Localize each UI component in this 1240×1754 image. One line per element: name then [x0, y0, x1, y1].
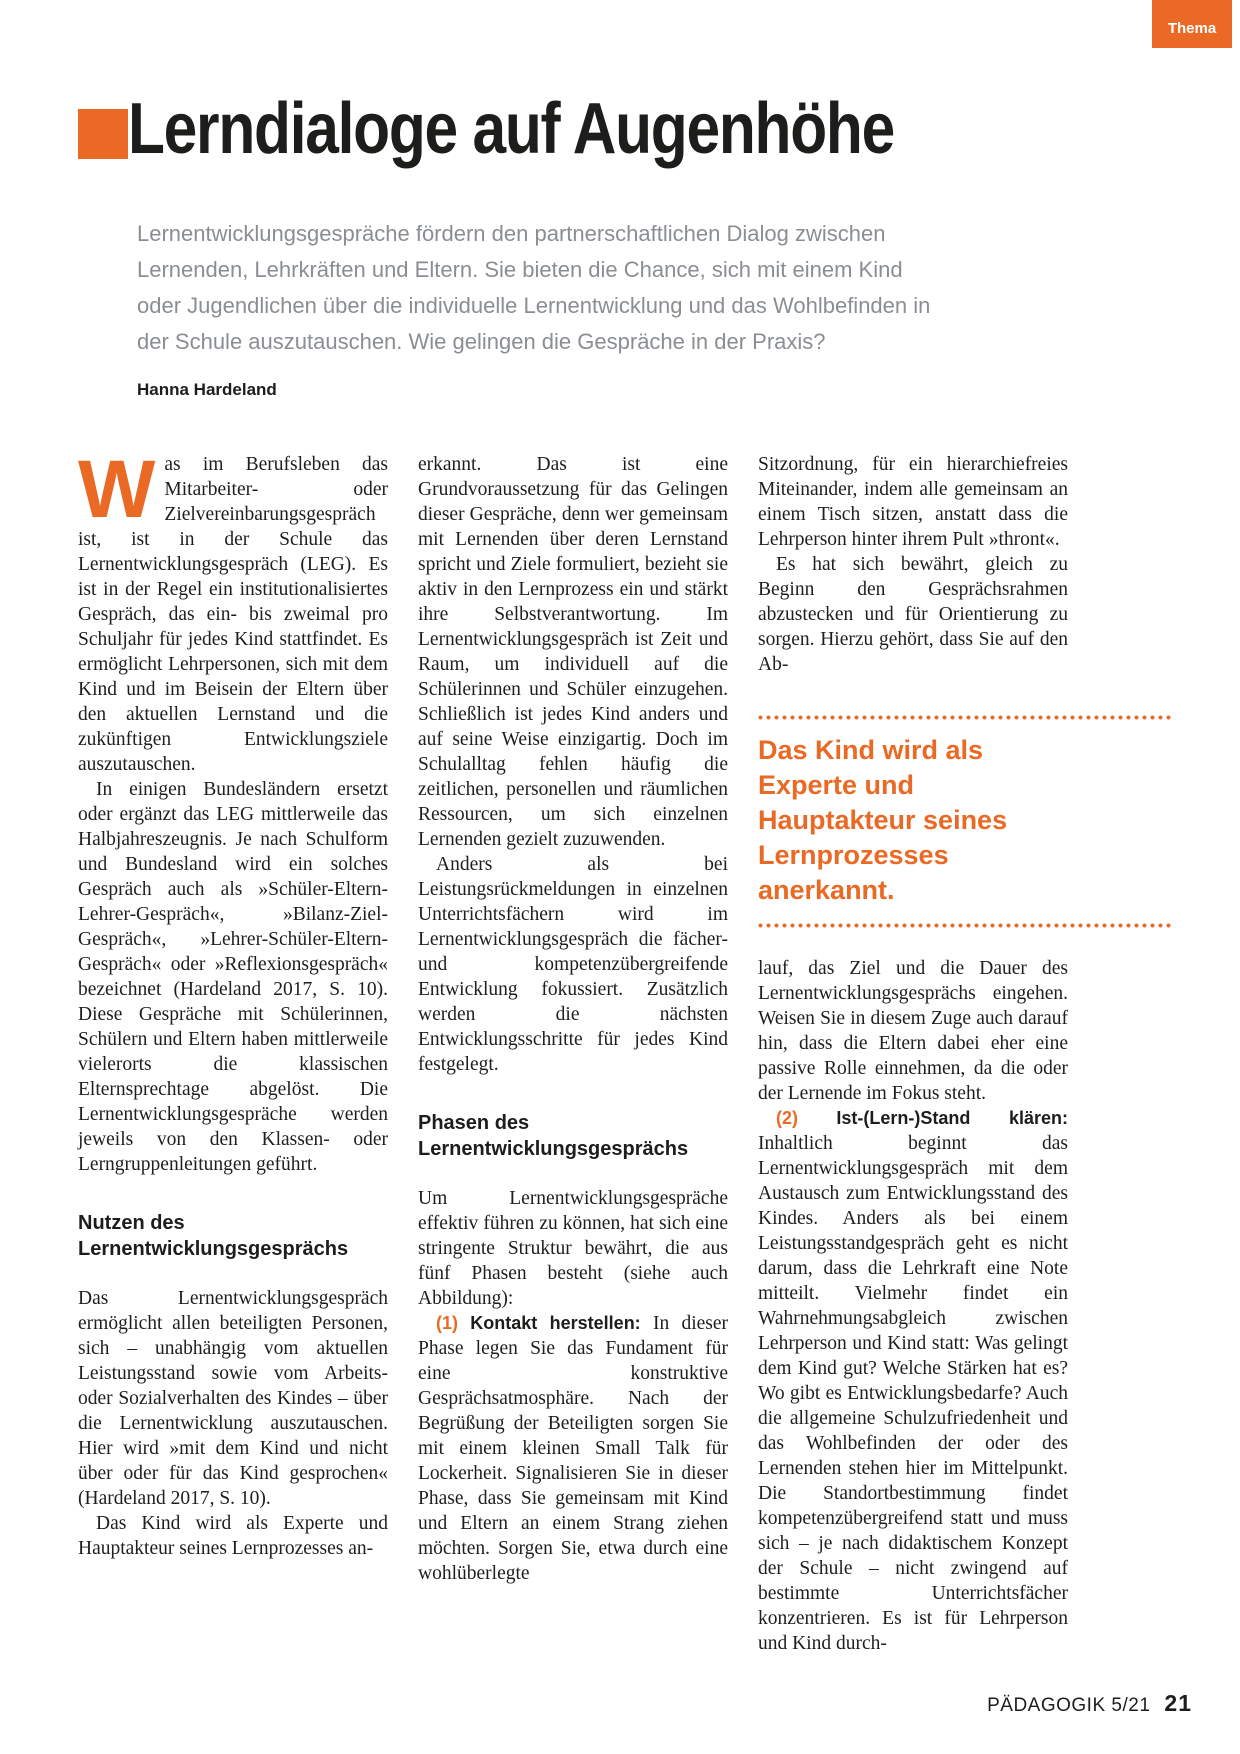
paragraph-text: In dieser Phase legen Sie das Fundament für eine konstruktive Gesprächsatmosphäre. Nach der Begrüßung der Beteiligten sorgen Sie mit einem kleinen Small Talk für Lockerheit. Signalisieren Sie in dieser Phase, dass Sie gemeinsam mit Kind und Eltern an einem Strang ziehen möchten. Sorgen Sie, etwa durch eine wohlüberlegte: [418, 1313, 729, 1584]
phase-number: (1): [436, 1313, 458, 1333]
column-2: [418, 452, 728, 1656]
drop-cap: W: [78, 444, 156, 535]
body-paragraph: erkannt. Das ist eine Grundvoraussetzung für das Gelingen dieser Gespräche, denn wer gemeinsam mit Lernenden über deren Lernstand spricht und Ziele formuliert, bezieht sie aktiv in den Lernprozess ein und stärkt ihre Selbstverantwortung. Im Lernentwicklungsgespräch ist Zeit und Raum, um individuell auf die Schülerinnen und Schüler einzugehen. Schließlich ist jedes Kind anders und auf seine Weise einzigartig. Doch im Schulalltag fehlen häufig die zeitlichen, personellen und räumlichen Ressourcen, um sich einzelnen Lernenden gezielt zuzuwenden.: [418, 454, 728, 850]
intro-paragraph: Lernentwicklungsgespräche fördern den partnerschaftlichen Dialog zwischen Lernenden, Lehrkräften und Eltern. Sie bieten die Chance, sich mit einem Kind oder Jugendlichen über die individuelle Lernentwicklung und das Wohlbefinden in der Schule auszutauschen. Wie gelingen die Gespräche in der Praxis?: [137, 221, 931, 354]
section-heading-nutzen: Nutzen des Lernentwicklungsgesprächs: [78, 1212, 349, 1260]
paragraph-text: Inhaltlich beginnt das Lernentwicklungsgespräch mit dem Austausch zum Entwicklungsstand des Kindes. Anders als bei einem Leistungsstandgespräch geht es nicht darum, dass die Lehrkraft eine Note mitteilt. Vielmehr findet ein Wahrnehmungsabgleich zwischen Lehrperson und Kind statt: Was gelingt dem Kind gut? Welche Stärken hat es? Wo gibt es Entwicklungsbedarfe? Auch die allgemeine Schulzufriedenheit und das Wohlbefinden der oder des Lernenden stehen hier im Mittelpunkt. Die Standortbestimmung findet kompetenzübergreifend statt und muss sich – je nach didaktischem Konzept der Schule – nicht zwingend auf bestimmte Unterrichtsfächer konzentrieren. Es ist für Lehrperson und Kind durch-: [758, 1133, 1068, 1654]
pull-quote-text: Das Kind wird als Experte und Hauptakteur seines Lernprozesses anerkannt.: [758, 735, 1008, 905]
body-paragraph: Das Kind wird als Experte und Hauptakteur seines Lernprozesses an-: [78, 1513, 388, 1559]
body-paragraph: Um Lernentwicklungsgespräche effektiv führen zu können, hat sich eine stringente Struktur bewährt, die aus fünf Phasen besteht (siehe auch Abbildung):: [418, 1188, 728, 1309]
body-paragraph-phase-2: [758, 1106, 1068, 1656]
author-name: Hanna Hardeland: [137, 380, 277, 399]
body-paragraph-phase-1: [418, 1311, 728, 1586]
dotted-divider-bottom: [758, 923, 1173, 928]
journal-name: PÄDAGOGIK 5/21: [987, 1695, 1151, 1716]
body-paragraph: Es hat sich bewährt, gleich zu Beginn den Gesprächsrahmen abzustecken und für Orientierung zu sorgen. Hierzu gehört, dass Sie auf den Ab-: [758, 554, 1068, 675]
column-3: [758, 452, 1068, 1656]
pull-quote-block: [758, 715, 1173, 928]
orange-square-icon: [78, 109, 128, 159]
phase-number: (2): [776, 1108, 798, 1128]
body-paragraph: Sitzordnung, für ein hierarchiefreies Miteinander, indem alle gemeinsam an einem Tisch sitzen, anstatt dass die Lehrperson hinter ihrem Pult »thront«.: [758, 454, 1068, 550]
paragraph-text: as im Berufsleben das Mitarbeiter- oder Zielvereinbarungsgespräch ist, ist in der Schule das Lernentwicklungsgespräch (LEG). Es ist in der Regel ein institutionalisiertes Gespräch, das ein- bis zweimal pro Schuljahr für jedes Kind stattfindet. Es ermöglicht Lehrpersonen, sich mit dem Kind und im Beisein der Eltern über den aktuellen Lernstand und die zukünftigen Entwicklungsziele auszutauschen.: [78, 454, 388, 775]
body-paragraph: In einigen Bundesländern ersetzt oder ergänzt das LEG mittlerweile das Halbjahreszeugnis. Je nach Schulform und Bundesland wird ein solches Gespräch auch als »Schüler-Eltern-Lehrer-Gespräch«, »Bilanz-Ziel-Gespräch«, »Lehrer-Schüler-Eltern-Gespräch« oder »Reflexionsgespräch« bezeichnet (Hardeland 2017, S. 10). Diese Gespräche mit Schülerinnen, Schülern und Eltern haben mittlerweile vielerorts die klassischen Elternsprechtage abgelöst. Die Lernentwicklungsgespräche werden jeweils von den Klassen- oder Lerngruppenleitungen geführt.: [78, 779, 388, 1175]
body-paragraph: Anders als bei Leistungsrückmeldungen in einzelnen Unterrichtsfächern wird im Lernentwicklungsgespräch die fächer- und kompetenzübergreifende Entwicklung fokussiert. Zusätzlich werden die nächsten Entwicklungsschritte für jedes Kind festgelegt.: [418, 854, 728, 1075]
thema-tag-label: Thema: [1167, 19, 1217, 37]
body-paragraph: Das Lernentwicklungsgespräch ermöglicht allen beteiligten Personen, sich – unabhängig vom aktuellen Leistungsstand sowie vom Arbeits- oder Sozialverhalten des Kindes – über die Lernentwicklung auszutauschen. Hier wird »mit dem Kind und nicht über oder für das Kind gesprochen« (Hardeland 2017, S. 10).: [78, 1288, 388, 1509]
title-row: [78, 90, 1040, 168]
body-paragraph: lauf, das Ziel und die Dauer des Lernentwicklungsgesprächs eingehen. Weisen Sie in diesem Zuge auch darauf hin, dass die Eltern dabei eher eine passive Rolle einnehmen, da die oder der Lernende im Fokus steht.: [758, 958, 1068, 1104]
column-1: [78, 444, 388, 1656]
thema-tag: [1152, 0, 1232, 48]
body-paragraph: [78, 444, 388, 777]
page-title: Lerndialoge auf Augenhöhe: [128, 89, 894, 169]
page-number: 21: [1164, 1690, 1192, 1716]
phase-label: Kontakt herstellen:: [470, 1313, 641, 1333]
article-columns: [78, 444, 1068, 1656]
phase-label: Ist-(Lern-)Stand klären:: [836, 1108, 1068, 1128]
section-heading-phasen: Phasen des Lernentwicklungsgesprächs: [418, 1112, 689, 1160]
page-footer: [987, 1690, 1192, 1717]
